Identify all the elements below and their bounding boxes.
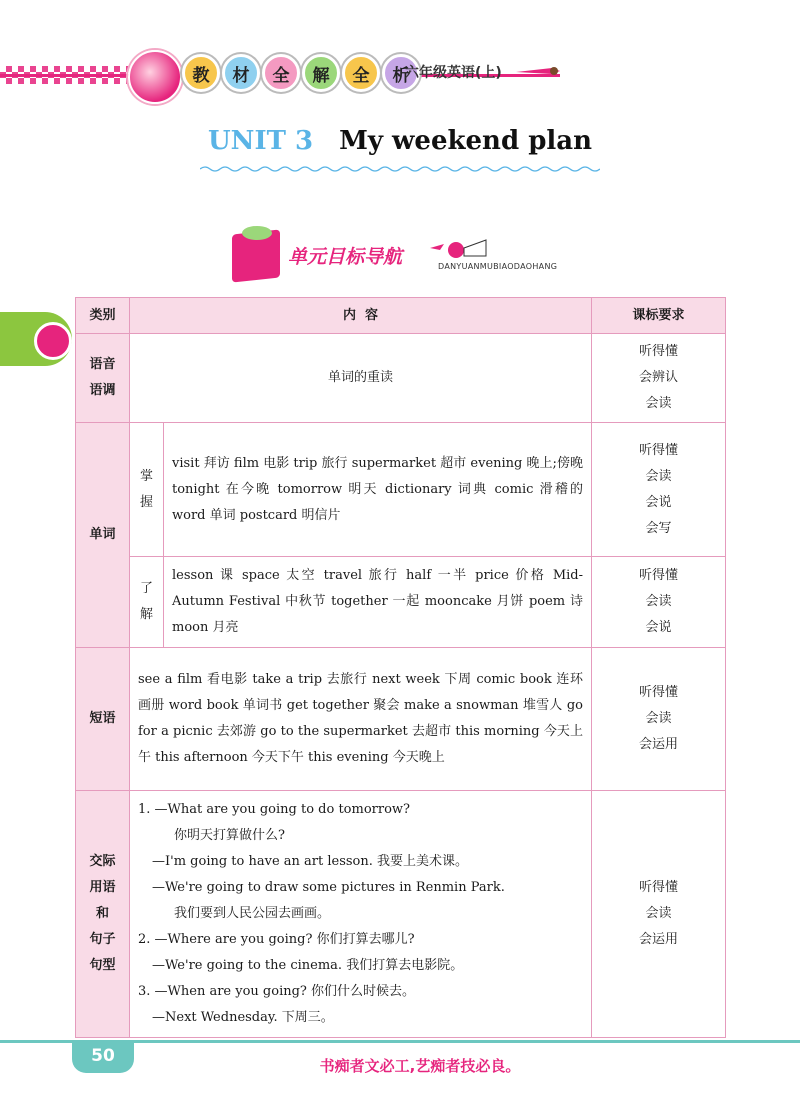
requirement-item: 会读 (645, 594, 672, 609)
dialogue-line: 1. —What are you going to do tomorrow? (138, 802, 410, 817)
communication-requirements (592, 791, 726, 1038)
category-line: 和 (95, 906, 109, 921)
series-char: 解 (302, 54, 340, 92)
category-line: 用语 (89, 880, 116, 895)
series-title (182, 54, 420, 92)
dialogue-line: 我们要到人民公园去画画。 (174, 906, 331, 921)
series-char: 全 (342, 54, 380, 92)
requirement-item: 会写 (645, 520, 672, 536)
category-line: 交际 (89, 854, 116, 869)
dialogue-line: 2. —Where are you going? 你们打算去哪儿? (138, 932, 415, 947)
category-phrases: 短语 (76, 648, 130, 791)
page-header-banner (0, 48, 800, 108)
table-row (76, 648, 726, 791)
pronunciation-requirements (592, 334, 726, 423)
subcategory-master (130, 423, 164, 557)
series-char: 析 (382, 54, 420, 92)
requirement-item: 听得懂 (638, 685, 678, 700)
fairy-mascot-icon (128, 50, 182, 104)
category-pronunciation (76, 334, 130, 423)
phrases-requirements (592, 648, 726, 791)
requirement-item: 会读 (645, 396, 672, 411)
mascot-face-icon (34, 322, 72, 360)
dialogue-line: —I'm going to have an art lesson. 我要上美术课。 (152, 854, 469, 869)
requirement-item: 会读 (645, 468, 672, 484)
table-row (76, 423, 726, 557)
subcategory-line: 掌 (139, 468, 153, 484)
requirement-item: 会辨认 (638, 370, 678, 385)
gift-box-lid-icon (242, 226, 272, 240)
section-title: 单元目标导航 (288, 246, 403, 268)
dialogue-line: —Next Wednesday. 下周三。 (152, 1010, 334, 1025)
series-char: 材 (222, 54, 260, 92)
unit-goals-table (75, 297, 726, 1038)
series-char: 全 (262, 54, 300, 92)
table-row (76, 334, 726, 423)
requirement-item: 会读 (645, 711, 672, 726)
requirement-item: 会运用 (638, 932, 678, 947)
header-content: 内 容 (130, 298, 592, 334)
series-char: 教 (182, 54, 220, 92)
pen-icon (514, 64, 562, 78)
subcategory-line: 握 (139, 494, 153, 510)
header-category: 类别 (76, 298, 130, 334)
header-requirement: 课标要求 (592, 298, 726, 334)
requirement-item: 会说 (645, 620, 672, 635)
dialogue-line: 你明天打算做什么? (174, 828, 285, 843)
category-communication (76, 791, 130, 1038)
phrases-content: see a film 看电影 take a trip 去旅行 next week 下周 comic book 连环画册 word book 单词书 get together 聚会 make a snowman 堆雪人 go for a picnic 去郊游 go to the supermarket 去超市 this morning 今天上午 this afternoon 今天下午 this evening 今天晚上 (130, 648, 592, 791)
requirement-item: 会说 (645, 494, 672, 510)
subcategory-line: 解 (139, 607, 153, 622)
category-line: 句子 (89, 932, 116, 947)
category-words: 单词 (76, 423, 130, 648)
side-tab (0, 312, 72, 366)
table-row (76, 791, 726, 1038)
requirement-item: 听得懂 (638, 344, 678, 359)
section-badge (232, 226, 568, 286)
requirement-item: 听得懂 (638, 442, 678, 458)
section-pinyin: DANYUANMUBIAODAOHANG (438, 262, 558, 271)
requirement-item: 听得懂 (638, 880, 678, 895)
communication-content (130, 791, 592, 1038)
wavy-divider (200, 165, 600, 173)
requirement-item: 会运用 (638, 737, 678, 752)
dialogue-line: —We're going to draw some pictures in Renmin Park. (152, 880, 505, 895)
pronunciation-content: 单词的重读 (130, 334, 592, 423)
unit-name: My weekend plan (339, 126, 592, 156)
words-understand-requirements (592, 557, 726, 648)
category-line: 句型 (89, 958, 116, 973)
category-line: 语音 (89, 357, 116, 372)
words-master-content: visit 拜访 film 电影 trip 旅行 supermarket 超市 evening 晚上;傍晚 tonight 在今晚 tomorrow 明天 dictionary 词典 comic 滑稽的 word 单词 postcard 明信片 (164, 423, 592, 557)
unit-number: UNIT 3 (208, 126, 314, 156)
grade-label: 六年级英语(上) (405, 65, 502, 81)
table-row (76, 557, 726, 648)
subcategory-line: 了 (139, 581, 153, 596)
words-understand-content: lesson 课 space 太空 travel 旅行 half 一半 price 价格 Mid-Autumn Festival 中秋节 together 一起 mooncake 月饼 poem 诗 moon 月亮 (164, 557, 592, 648)
unit-title (0, 126, 800, 156)
requirement-item: 听得懂 (638, 568, 678, 583)
subcategory-understand (130, 557, 164, 648)
table-header-row (76, 298, 726, 334)
page-number: 50 (91, 1046, 115, 1066)
category-line: 语调 (89, 383, 116, 398)
dialogue-line: —We're going to the cinema. 我们打算去电影院。 (152, 958, 464, 973)
footer-motto: 书痴者文必工,艺痴者技必良。 (319, 1057, 521, 1075)
dialogue-line: 3. —When are you going? 你们什么时候去。 (138, 984, 416, 999)
words-master-requirements (592, 423, 726, 557)
requirement-item: 会读 (645, 906, 672, 921)
